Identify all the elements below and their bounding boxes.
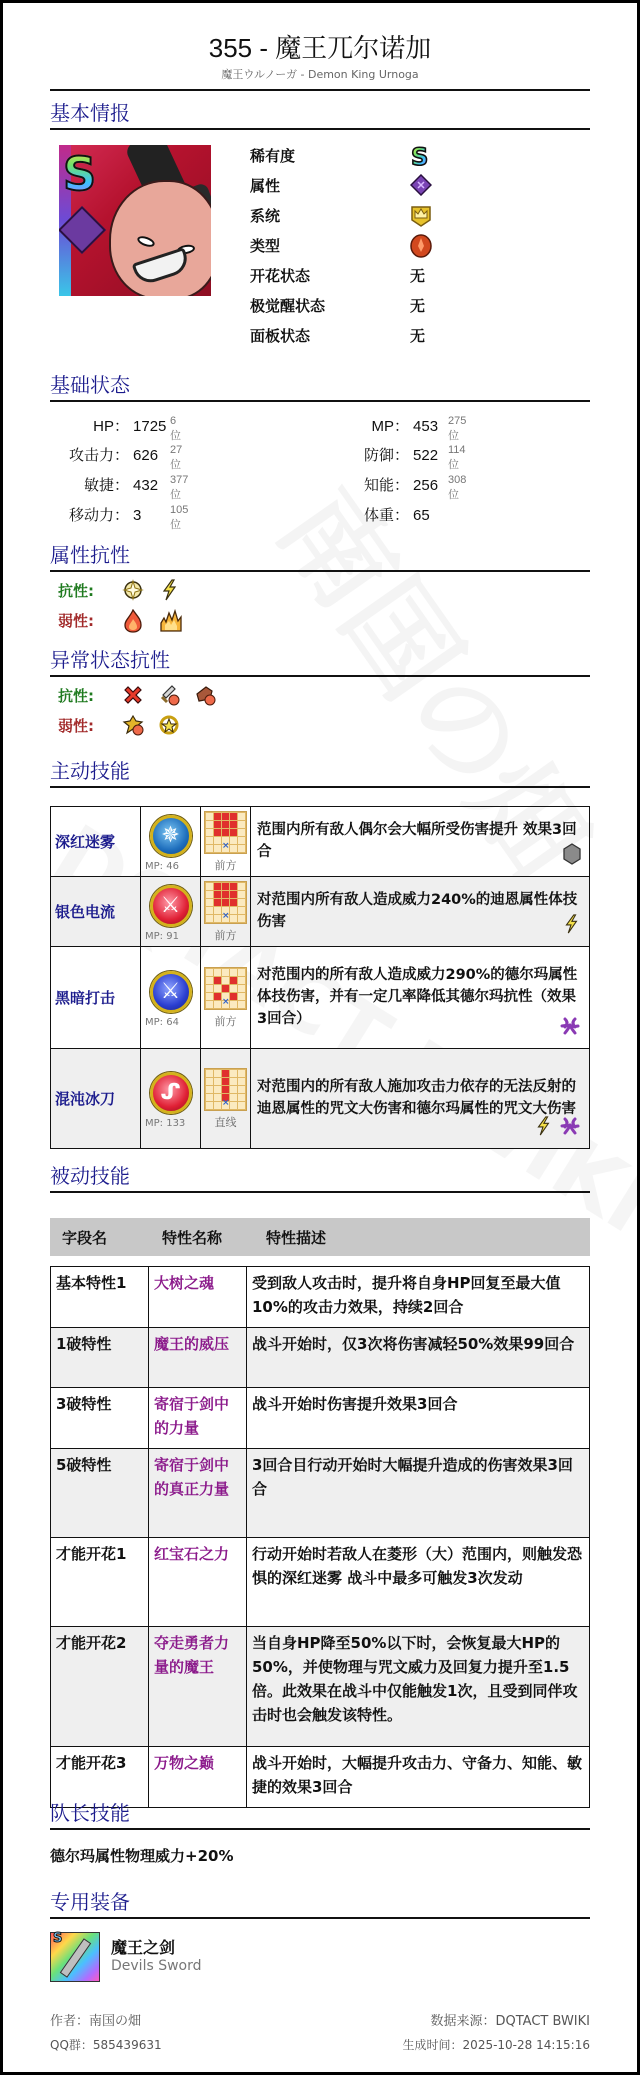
stat-move: 移动力 ： 3 105位 [68,504,189,531]
section-element-resist: 属性抗性 [50,542,590,572]
passive-table-header [50,1218,590,1256]
footer-qq-group: QQ群：585439631 [50,2038,162,2052]
passive-field: 基本特性1 [51,1267,149,1328]
flame-element-icon [158,609,180,631]
skill-mp-cost: MP: 64 [145,1017,179,1028]
skill-description: 对范围内所有敌人造成威力240%的迪恩属性体技伤害 [257,891,578,930]
skill-mp-cost: MP: 46 [145,861,179,872]
footer-source: 数据来源：DQTACT BWIKI [430,2014,590,2029]
stat-weight: 体重 ： 65 [363,507,430,524]
passive-row [51,1449,590,1538]
passive-row [51,1747,590,1808]
info-row-panel: 面板状态 无 [250,326,426,345]
passive-desc: 战斗开始时伤害提升效果3回合 [247,1388,590,1449]
fire-element-icon [122,609,144,631]
seal-status-icon [122,684,144,706]
page-title: 355 - 魔王兀尔诺加 [208,33,432,63]
stat-attack: 攻击力 ： 626 27位 [68,444,183,471]
skill-slash-icon: ⚔ [150,971,192,1013]
skill-name: 银色电流 [51,877,141,947]
stat-mp: MP ： 453 275位 [371,415,467,442]
rarity-s-icon [410,144,432,166]
panel-status-value: 无 [410,326,426,345]
skill-range-grid [204,811,247,854]
title-divider [50,89,590,91]
info-row-awakening: 极觉醒状态 无 [250,296,426,315]
skill-mp-cost: MP: 133 [145,1118,186,1129]
leader-skill-text: 德尔玛属性物理威力+20% [50,1847,234,1865]
section-status-resist: 异常状态抗性 [50,647,590,677]
info-row-bloom: 开花状态 无 [250,266,426,285]
skill-range-label: 前方 [214,928,237,942]
section-active-skills: 主动技能 [50,758,590,788]
equipment-name[interactable]: 魔王之剑 [111,1938,176,1957]
passive-desc: 战斗开始时，大幅提升攻击力、守备力、知能、敏捷的效果3回合 [247,1747,590,1808]
section-basic-info: 基本情报 [50,100,590,130]
section-exclusive-equip: 专用装备 [50,1889,590,1919]
info-row-element: 属性 [250,170,432,200]
skill-range-label: 前方 [214,1014,237,1028]
stat-intelligence: 知能 ： 256 308位 [363,474,467,501]
passive-field: 才能开花3 [51,1747,149,1808]
stat-hp: HP ： 1725 6位 [93,415,181,442]
element-weak-row: 弱性: [58,607,180,633]
attack-type-icon [410,234,432,256]
element-resist-row: 抗性: [58,577,180,603]
skill-range-grid [204,1068,247,1111]
column-header-desc: 特性描述 [266,1228,327,1247]
portrait-rarity-badge-icon: S [63,147,97,201]
active-skill-row[interactable] [51,877,590,947]
stat-agility: 敏捷 ： 432 377位 [83,474,189,501]
skill-buff-icon: ✵ [150,815,192,857]
passive-row [51,1388,590,1449]
skill-description: 对范围内的所有敌人造成威力290%的德尔玛属性体技伤害，并有一定几率降低其德尔玛抗性（效果3回合） [257,966,578,1027]
column-header-name: 特性名称 [162,1228,223,1247]
devils-sword-icon[interactable]: S [50,1932,100,1982]
passive-name: 魔王的威压 [149,1328,247,1388]
passive-name: 寄宿于剑中的真正力量 [149,1449,247,1538]
awakening-status-value: 无 [410,296,426,315]
info-row-system: 系统 [250,200,432,230]
active-skill-row[interactable] [51,807,590,877]
section-base-stats: 基础状态 [50,372,590,402]
passive-field: 才能开花2 [51,1627,149,1747]
character-portrait [59,145,211,296]
passive-field: 1破特性 [51,1328,149,1388]
info-row-rarity: 稀有度 S [250,140,432,170]
passive-row [51,1538,590,1627]
dolma-element-icon [410,174,432,196]
bloom-status-value: 无 [410,266,426,285]
passive-name: 大树之魂 [149,1267,247,1328]
skill-name: 深红迷雾 [51,807,141,877]
skill-name: 黑暗打击 [51,947,141,1049]
passive-name: 红宝石之力 [149,1538,247,1627]
dolma-element-icon [559,1015,581,1044]
passive-desc: 当自身HP降至50%以下时，会恢复最大HP的50%，并使物理与咒文威力及回复力提升至1.5倍。此效果在战斗中仅能触发1次，且受到同伴攻击时也会触发该特性。 [247,1627,590,1747]
lightning-element-icon [158,579,180,601]
lightning-element-icon [561,913,581,942]
passive-name: 夺走勇者力量的魔王 [149,1627,247,1747]
svg-text:S: S [411,144,429,168]
footer-author: 作者：南国の畑 [50,2014,142,2029]
active-skills-table [50,806,590,1149]
light-element-icon [122,579,144,601]
status-weak-row: 弱性: [58,712,180,738]
status-resist-row: 抗性: [58,682,216,708]
skill-name: 混沌冰刀 [51,1049,141,1149]
skill-description: 范围内所有敌人偶尔会大幅所受伤害提升 效果3回合 [257,821,577,860]
agility-down-status-icon [122,714,144,736]
skill-mp-cost: MP: 91 [145,931,179,942]
none-element-icon [563,843,581,872]
passive-field: 5破特性 [51,1449,149,1538]
active-skill-row[interactable] [51,947,590,1049]
dolma-element-icon [559,1115,581,1144]
equipment-name-en: Devils Sword [111,1958,202,1974]
skill-slash-icon: ⚔ [150,885,192,927]
skill-range-label: 前方 [214,858,237,872]
attack-down-status-icon [158,684,180,706]
passive-name: 万物之巅 [149,1747,247,1808]
passive-field: 才能开花1 [51,1538,149,1627]
passive-desc: 行动开始时若敌人在菱形（大）范围内，则触发恐惧的深红迷雾 战斗中最多可触发3次发动 [247,1538,590,1627]
passive-row [51,1627,590,1747]
passive-desc: 战斗开始时，仅3次将伤害减轻50%效果99回合 [247,1328,590,1388]
section-passive-skills: 被动技能 [50,1163,590,1193]
defense-down-status-icon [194,684,216,706]
passive-row [51,1267,590,1328]
skill-range-label: 直线 [214,1115,237,1129]
passive-desc: 受到敌人攻击时，提升将自身HP回复至最大值10%的攻击力效果，持续2回合 [247,1267,590,1328]
footer-generated-time: 生成时间：2025-10-28 14:15:16 [402,2038,590,2052]
passive-desc: 3回合目行动开始时大幅提升造成的伤害效果3回合 [247,1449,590,1538]
crown-system-icon [410,204,432,226]
page-subtitle: 魔王ウルノーガ - Demon King Urnoga [221,68,419,81]
skill-spell-icon: ᔑ [150,1072,192,1114]
active-skill-row[interactable] [51,1049,590,1149]
lightning-element-icon [533,1115,553,1144]
section-leader-skill: 队长技能 [50,1800,590,1830]
info-row-type: 类型 [250,230,432,260]
confusion-status-icon [158,714,180,736]
stat-defense: 防御 ： 522 114位 [363,444,466,471]
passive-skills-table [50,1266,590,1808]
passive-field: 3破特性 [51,1388,149,1449]
skill-description: 对范围内的所有敌人施加攻击力依存的无法反射的迪恩属性的咒文大伤害和德尔玛属性的咒文大伤害 [257,1078,576,1117]
skill-range-grid [204,881,247,924]
column-header-field: 字段名 [62,1228,108,1247]
passive-row [51,1328,590,1388]
skill-range-grid [204,967,247,1010]
passive-name: 寄宿于剑中的力量 [149,1388,247,1449]
